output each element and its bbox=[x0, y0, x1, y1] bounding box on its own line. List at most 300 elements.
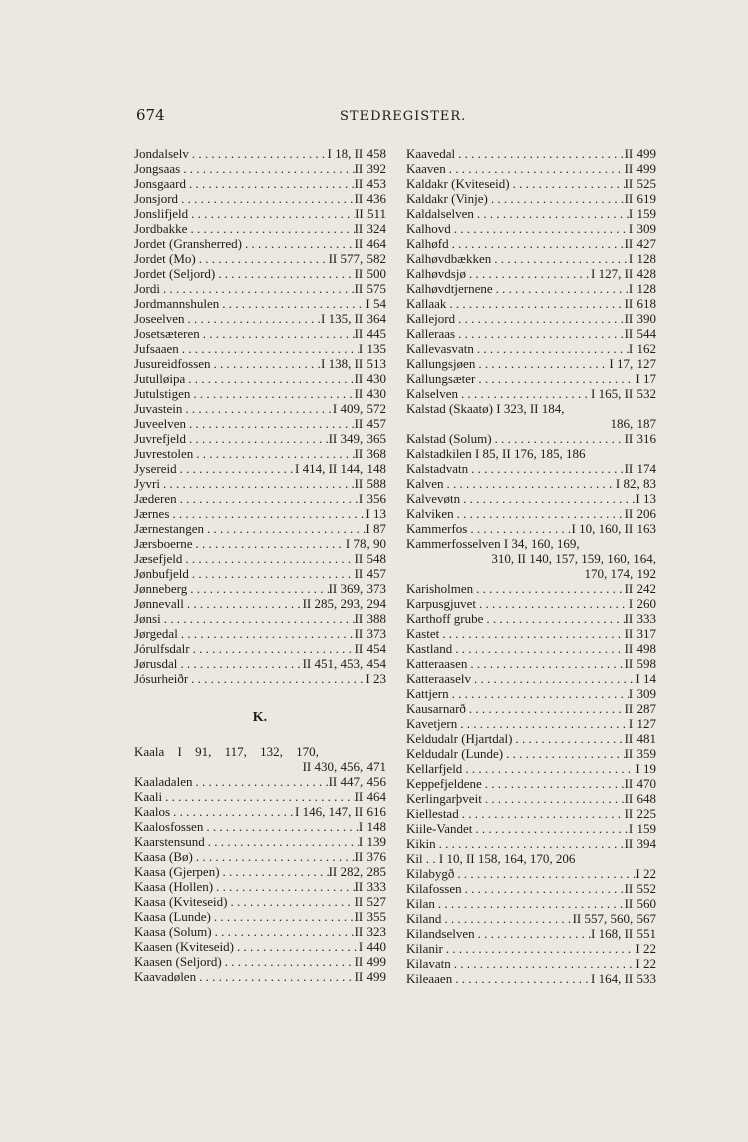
index-entry bbox=[406, 176, 656, 191]
index-entry bbox=[134, 566, 386, 581]
entry-reference: II 560 bbox=[624, 896, 656, 911]
leader-dots bbox=[482, 776, 625, 791]
entry-name: Kilan bbox=[406, 896, 435, 911]
leader-dots bbox=[455, 326, 624, 341]
leader-dots bbox=[204, 521, 365, 536]
index-entry-kaala bbox=[134, 744, 386, 759]
entry-name: Kalhøvdbækken bbox=[406, 251, 492, 266]
entry-name: Kalselven bbox=[406, 386, 458, 401]
leader-dots bbox=[178, 191, 355, 206]
index-entry bbox=[134, 311, 386, 326]
entry-reference: I 356 bbox=[358, 491, 386, 506]
leader-dots bbox=[467, 656, 624, 671]
entry-reference: II 500 bbox=[354, 266, 386, 281]
right-block-2 bbox=[406, 431, 656, 536]
entry-reference: II 285, 293, 294 bbox=[302, 596, 386, 611]
entry-reference: II 323 bbox=[354, 924, 386, 939]
leader-dots bbox=[182, 401, 333, 416]
entry-text: Kalstad (Skaatø) I 323, II 184, bbox=[406, 401, 565, 416]
entry-name: Kallejord bbox=[406, 311, 456, 326]
index-entry bbox=[406, 431, 656, 446]
index-entry bbox=[406, 701, 656, 716]
index-entry bbox=[134, 596, 386, 611]
k-entries bbox=[134, 774, 386, 984]
entry-name: Juveelven bbox=[134, 416, 186, 431]
index-entry bbox=[406, 911, 656, 926]
leader-dots bbox=[211, 356, 321, 371]
leader-dots bbox=[475, 356, 609, 371]
leader-dots bbox=[459, 806, 625, 821]
leader-dots bbox=[476, 596, 629, 611]
entry-name: Kilafossen bbox=[406, 881, 462, 896]
index-entry bbox=[134, 161, 386, 176]
entry-reference: II 619 bbox=[624, 191, 656, 206]
index-entry bbox=[406, 386, 656, 401]
right-block-3 bbox=[406, 581, 656, 851]
entry-name: Jordet (Seljord) bbox=[134, 266, 216, 281]
leader-dots bbox=[435, 896, 625, 911]
entry-reference: I 162 bbox=[628, 341, 656, 356]
entry-reference: I 168, II 551 bbox=[591, 926, 656, 941]
entry-reference: I 22 bbox=[635, 956, 656, 971]
entry-name: Jæderen bbox=[134, 491, 177, 506]
entry-name: Jærnes bbox=[134, 506, 170, 521]
entry-reference: II 174 bbox=[624, 461, 656, 476]
leader-dots bbox=[196, 969, 354, 984]
index-entry bbox=[406, 206, 656, 221]
entry-reference: II 575 bbox=[354, 281, 386, 296]
leader-dots bbox=[187, 581, 328, 596]
entry-name: Jusureidfossen bbox=[134, 356, 211, 371]
leader-dots bbox=[186, 431, 329, 446]
entry-name: Kaaladalen bbox=[134, 774, 193, 789]
index-entry bbox=[406, 896, 656, 911]
entry-reference: II 470 bbox=[624, 776, 656, 791]
index-entry-continuation bbox=[134, 759, 386, 774]
entry-reference: II 349, 365 bbox=[328, 431, 386, 446]
entry-reference: II 499 bbox=[354, 969, 386, 984]
entry-reference: II 225 bbox=[624, 806, 656, 821]
entry-name: Jyvri bbox=[134, 476, 160, 491]
entry-reference: II 499 bbox=[624, 161, 656, 176]
entry-reference: II 511 bbox=[355, 206, 386, 221]
leader-dots bbox=[188, 206, 355, 221]
entry-name: Kiellestad bbox=[406, 806, 459, 821]
leader-dots bbox=[462, 761, 635, 776]
entry-name: Keldudalr (Lunde) bbox=[406, 746, 504, 761]
entry-reference: II 430 bbox=[354, 386, 386, 401]
leader-dots bbox=[228, 894, 355, 909]
index-entry bbox=[406, 596, 656, 611]
leader-dots bbox=[472, 821, 628, 836]
entry-reference: I 22 bbox=[635, 941, 656, 956]
entry-reference: II 618 bbox=[624, 296, 656, 311]
entry-name: Jønbufjeld bbox=[134, 566, 189, 581]
entry-name: Karpusgjuvet bbox=[406, 596, 477, 611]
entry-reference: II 287 bbox=[624, 701, 656, 716]
entry-text: Kaala I 91, 117, 132, 170, bbox=[134, 744, 319, 759]
index-entry bbox=[134, 431, 386, 446]
leader-dots bbox=[512, 731, 624, 746]
entry-name: Katteraasen bbox=[406, 656, 468, 671]
index-entry bbox=[406, 281, 656, 296]
entry-reference: I 164, II 533 bbox=[591, 971, 656, 986]
index-entry bbox=[406, 746, 656, 761]
index-entry bbox=[406, 716, 656, 731]
entry-reference: I 128 bbox=[628, 251, 656, 266]
leader-dots bbox=[180, 161, 354, 176]
leader-dots bbox=[160, 476, 355, 491]
index-entry bbox=[134, 671, 386, 686]
index-entry bbox=[134, 879, 386, 894]
entry-reference: II 333 bbox=[624, 611, 656, 626]
entry-reference: I 138, II 513 bbox=[321, 356, 386, 371]
entry-reference: II 544 bbox=[624, 326, 656, 341]
entry-reference: II 427 bbox=[624, 236, 656, 251]
entry-name: Kallevasvatn bbox=[406, 341, 474, 356]
leader-dots bbox=[449, 686, 629, 701]
index-entry bbox=[406, 236, 656, 251]
entry-reference: I 78, 90 bbox=[345, 536, 386, 551]
leader-dots bbox=[215, 266, 354, 281]
index-entry bbox=[406, 161, 656, 176]
leader-dots bbox=[488, 191, 625, 206]
leader-dots bbox=[493, 281, 629, 296]
j-entries bbox=[134, 146, 386, 686]
entry-name: Kaaven bbox=[406, 161, 446, 176]
index-entry bbox=[134, 341, 386, 356]
entry-name: Jutulløipa bbox=[134, 371, 186, 386]
index-entry bbox=[406, 356, 656, 371]
index-entry bbox=[134, 146, 386, 161]
index-entry bbox=[134, 894, 386, 909]
entry-reference: II 527 bbox=[354, 894, 386, 909]
entry-reference: II 598 bbox=[624, 656, 656, 671]
entry-reference: II 373 bbox=[354, 626, 386, 641]
entry-reference: II 394 bbox=[624, 836, 656, 851]
entry-name: Jonsjord bbox=[134, 191, 179, 206]
entry-name: Jærsboerne bbox=[134, 536, 193, 551]
entry-name: Kaarstensund bbox=[134, 834, 205, 849]
index-entry bbox=[134, 281, 386, 296]
leader-dots bbox=[185, 311, 321, 326]
entry-name: Kaalosfossen bbox=[134, 819, 204, 834]
entry-reference: I 17, 127 bbox=[609, 356, 656, 371]
leader-dots bbox=[190, 386, 354, 401]
index-entry bbox=[134, 521, 386, 536]
entry-name: Kaalos bbox=[134, 804, 171, 819]
index-entry bbox=[134, 954, 386, 969]
entry-reference: II 557, 560, 567 bbox=[572, 911, 656, 926]
leader-dots bbox=[212, 924, 355, 939]
leader-dots bbox=[192, 774, 328, 789]
index-entry bbox=[406, 761, 656, 776]
entry-reference: II 498 bbox=[624, 641, 656, 656]
leader-dots bbox=[458, 386, 591, 401]
leader-dots bbox=[483, 611, 624, 626]
entry-name: Kastland bbox=[406, 641, 453, 656]
index-entry bbox=[134, 774, 386, 789]
entry-reference: I 13 bbox=[635, 491, 656, 506]
entry-reference: II 454 bbox=[354, 641, 386, 656]
index-entry bbox=[406, 341, 656, 356]
entry-name: Kalstadkilen I 85, II 176, 185, 186 bbox=[406, 446, 586, 461]
entry-name: Kellarfjeld bbox=[406, 761, 463, 776]
entry-reference: II 369, 373 bbox=[328, 581, 386, 596]
section-letter-k: K. bbox=[252, 710, 268, 725]
leader-dots bbox=[219, 296, 365, 311]
entry-name: Kilabygð bbox=[406, 866, 455, 881]
entry-reference: II 317 bbox=[624, 626, 656, 641]
entry-reference: II 548 bbox=[354, 551, 386, 566]
leader-dots bbox=[196, 251, 329, 266]
index-entry-kil bbox=[406, 851, 656, 866]
left-column bbox=[134, 146, 386, 984]
leader-dots bbox=[187, 221, 354, 236]
index-entry bbox=[134, 371, 386, 386]
index-entry bbox=[134, 641, 386, 656]
index-entry bbox=[406, 581, 656, 596]
index-entry bbox=[406, 491, 656, 506]
entry-reference: I 19 bbox=[635, 761, 656, 776]
entry-name: Jonsgaard bbox=[134, 176, 186, 191]
entry-text: 170, 174, 192 bbox=[584, 566, 656, 581]
index-entry bbox=[406, 926, 656, 941]
entry-name: Keppefjeldene bbox=[406, 776, 482, 791]
index-entry-continuation bbox=[406, 416, 656, 431]
entry-name: Kilandselven bbox=[406, 926, 475, 941]
entry-reference: II 648 bbox=[624, 791, 656, 806]
entry-reference: II 445 bbox=[354, 326, 386, 341]
entry-name: Katteraaselv bbox=[406, 671, 471, 686]
index-entry bbox=[134, 236, 386, 251]
entry-reference: I 309 bbox=[628, 221, 656, 236]
index-entry bbox=[134, 804, 386, 819]
entry-reference: II 552 bbox=[624, 881, 656, 896]
index-entry bbox=[134, 221, 386, 236]
index-entry bbox=[134, 626, 386, 641]
leader-dots bbox=[160, 281, 355, 296]
entry-reference: II 588 bbox=[354, 476, 386, 491]
index-entry bbox=[406, 791, 656, 806]
entry-name: Kalstad (Solum) bbox=[406, 431, 492, 446]
entry-name: Kalhøvdtjernene bbox=[406, 281, 493, 296]
index-entry bbox=[134, 491, 386, 506]
entry-reference: II 368 bbox=[354, 446, 386, 461]
leader-dots bbox=[466, 266, 591, 281]
index-entry bbox=[406, 731, 656, 746]
index-entry bbox=[134, 326, 386, 341]
entry-name: Kaavedal bbox=[406, 146, 456, 161]
leader-dots bbox=[234, 939, 359, 954]
leader-dots bbox=[452, 971, 591, 986]
leader-dots bbox=[467, 521, 571, 536]
index-entry bbox=[134, 176, 386, 191]
leader-dots bbox=[473, 581, 624, 596]
entry-name: Keldudalr (Hjartdal) bbox=[406, 731, 513, 746]
entry-name: Jordbakke bbox=[134, 221, 188, 236]
index-entry bbox=[134, 386, 386, 401]
index-entry bbox=[406, 311, 656, 326]
leader-dots bbox=[471, 671, 635, 686]
index-entry bbox=[406, 626, 656, 641]
right-block-4 bbox=[406, 866, 656, 986]
leader-dots bbox=[220, 864, 329, 879]
entry-reference: I 23 bbox=[365, 671, 386, 686]
entry-name: Jønneberg bbox=[134, 581, 188, 596]
index-entry bbox=[406, 956, 656, 971]
index-entry bbox=[406, 941, 656, 956]
entry-name: Kallungsæter bbox=[406, 371, 476, 386]
entry-text: II 430, 456, 471 bbox=[302, 759, 386, 774]
entry-name: Kaldalselven bbox=[406, 206, 474, 221]
leader-dots bbox=[439, 626, 624, 641]
leader-dots bbox=[462, 881, 625, 896]
entry-reference: II 392 bbox=[354, 161, 386, 176]
entry-reference: I 135, II 364 bbox=[321, 311, 386, 326]
entry-name: Kaasa (Kviteseid) bbox=[134, 894, 228, 909]
leader-dots bbox=[457, 716, 629, 731]
entry-reference: II 499 bbox=[354, 954, 386, 969]
entry-name: Kaldakr (Vinje) bbox=[406, 191, 488, 206]
index-entry bbox=[134, 251, 386, 266]
entry-reference: I 409, 572 bbox=[332, 401, 386, 416]
index-entry bbox=[406, 296, 656, 311]
leader-dots bbox=[182, 551, 354, 566]
index-entry bbox=[406, 806, 656, 821]
leader-dots bbox=[189, 146, 328, 161]
entry-name: Juvrestolen bbox=[134, 446, 194, 461]
leader-dots bbox=[190, 641, 355, 656]
entry-name: Kalviken bbox=[406, 506, 454, 521]
entry-reference: II 481 bbox=[624, 731, 656, 746]
entry-reference: I 165, II 532 bbox=[591, 386, 656, 401]
leader-dots bbox=[188, 671, 365, 686]
leader-dots bbox=[451, 956, 636, 971]
entry-name: Jæsefjeld bbox=[134, 551, 183, 566]
leader-dots bbox=[446, 296, 624, 311]
entry-name: Kaasa (Bø) bbox=[134, 849, 193, 864]
leader-dots bbox=[491, 251, 629, 266]
index-entry bbox=[134, 401, 386, 416]
index-entry bbox=[134, 551, 386, 566]
leader-dots bbox=[444, 476, 616, 491]
entry-reference: I 414, II 144, 148 bbox=[295, 461, 386, 476]
index-entry bbox=[406, 266, 656, 281]
index-entry bbox=[134, 939, 386, 954]
entry-reference: I 135 bbox=[358, 341, 386, 356]
leader-dots bbox=[178, 626, 355, 641]
entry-name: Jordmannshulen bbox=[134, 296, 220, 311]
index-entry bbox=[406, 461, 656, 476]
leader-dots bbox=[162, 789, 354, 804]
entry-name: Jordi bbox=[134, 281, 160, 296]
entry-name: Juvastein bbox=[134, 401, 183, 416]
entry-name: Kaasa (Solum) bbox=[134, 924, 212, 939]
leader-dots bbox=[454, 866, 635, 881]
index-entry bbox=[134, 849, 386, 864]
index-entry bbox=[134, 536, 386, 551]
index-entry bbox=[406, 446, 656, 461]
leader-dots bbox=[211, 909, 355, 924]
index-entry bbox=[406, 686, 656, 701]
entry-name: Kastet bbox=[406, 626, 440, 641]
entry-name: Kilavatn bbox=[406, 956, 451, 971]
leader-dots bbox=[184, 596, 303, 611]
index-entry bbox=[406, 326, 656, 341]
page-number: 674 bbox=[136, 106, 165, 124]
entry-reference: II 525 bbox=[624, 176, 656, 191]
entry-reference: I 87 bbox=[365, 521, 386, 536]
entry-reference: II 447, 456 bbox=[328, 774, 386, 789]
index-entry bbox=[406, 836, 656, 851]
entry-name: Jønnevall bbox=[134, 596, 184, 611]
index-entry-continuation bbox=[406, 566, 656, 581]
entry-name: Kallaak bbox=[406, 296, 447, 311]
entry-reference: I 54 bbox=[365, 296, 386, 311]
leader-dots bbox=[454, 506, 625, 521]
leader-dots bbox=[451, 221, 629, 236]
entry-name: Jufsaaen bbox=[134, 341, 179, 356]
index-entry bbox=[134, 909, 386, 924]
entry-name: Jósurheiðr bbox=[134, 671, 189, 686]
entry-reference: I 159 bbox=[628, 206, 656, 221]
leader-dots bbox=[441, 911, 572, 926]
entry-name: Kavetjern bbox=[406, 716, 458, 731]
index-entry bbox=[134, 476, 386, 491]
index-entry bbox=[134, 581, 386, 596]
index-entry bbox=[406, 656, 656, 671]
leader-dots bbox=[193, 536, 346, 551]
entry-name: Kaasa (Lunde) bbox=[134, 909, 211, 924]
index-entry bbox=[134, 924, 386, 939]
index-entry bbox=[406, 611, 656, 626]
leader-dots bbox=[170, 804, 295, 819]
entry-name: Jondalselv bbox=[134, 146, 189, 161]
leader-dots bbox=[492, 431, 625, 446]
leader-dots bbox=[179, 341, 359, 356]
entry-reference: II 282, 285 bbox=[328, 864, 386, 879]
leader-dots bbox=[475, 371, 635, 386]
entry-text: 186, 187 bbox=[610, 416, 656, 431]
leader-dots bbox=[460, 491, 635, 506]
entry-reference: II 206 bbox=[624, 506, 656, 521]
index-entry bbox=[406, 251, 656, 266]
leader-dots bbox=[482, 791, 625, 806]
entry-reference: II 577, 582 bbox=[328, 251, 386, 266]
entry-name: Karthoff grube bbox=[406, 611, 484, 626]
entry-reference: I 159 bbox=[628, 821, 656, 836]
entry-name: Jutulstigen bbox=[134, 386, 191, 401]
leader-dots bbox=[177, 656, 302, 671]
index-entry bbox=[134, 446, 386, 461]
entry-name: Kiland bbox=[406, 911, 442, 926]
index-entry-kammerfosselven bbox=[406, 536, 656, 551]
entry-reference: II 436 bbox=[354, 191, 386, 206]
leader-dots bbox=[200, 326, 355, 341]
index-entry bbox=[406, 821, 656, 836]
entry-name: Josetsæteren bbox=[134, 326, 200, 341]
entry-name: Jærnestangen bbox=[134, 521, 205, 536]
leader-dots bbox=[193, 446, 354, 461]
entry-name: Jysereid bbox=[134, 461, 177, 476]
index-entry bbox=[406, 866, 656, 881]
leader-dots bbox=[446, 161, 625, 176]
entry-reference: I 309 bbox=[628, 686, 656, 701]
index-entry bbox=[134, 416, 386, 431]
entry-name: Kalven bbox=[406, 476, 444, 491]
entry-name: Kalhøvdsjø bbox=[406, 266, 466, 281]
